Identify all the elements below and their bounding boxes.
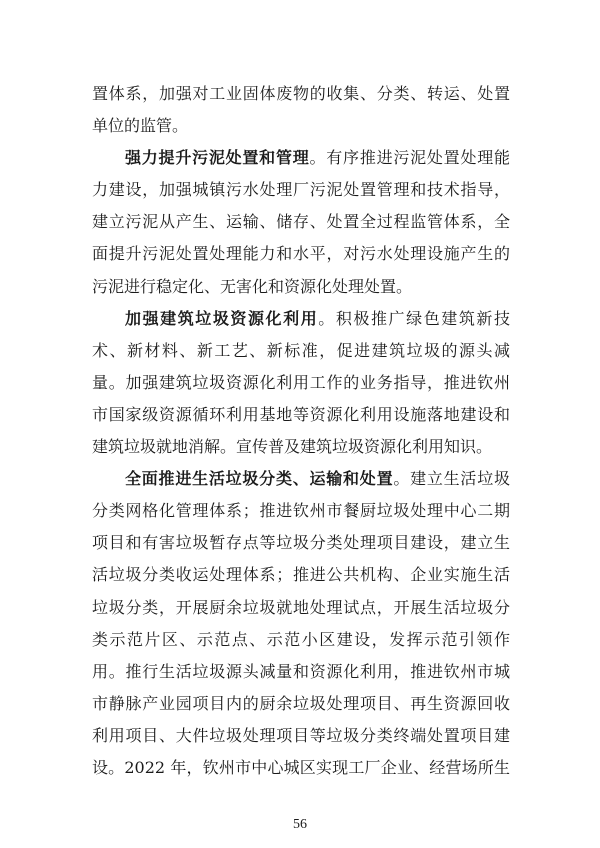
paragraph-heading: 全面推进生活垃圾分类、运输和处置 xyxy=(125,469,394,489)
paragraph-heading: 强力提升污泥处置和管理 xyxy=(125,148,310,168)
text-line xyxy=(92,303,510,335)
line-text: 设。2022 年，钦州市中心城区实现工厂企业、经营场所生 xyxy=(92,757,510,777)
text-line xyxy=(92,78,510,110)
text-line xyxy=(92,592,510,624)
paragraph xyxy=(92,303,510,463)
text-line xyxy=(92,495,510,527)
text-line xyxy=(92,463,510,495)
line-text: 力建设，加强城镇污水处理厂污泥处置管理和技术指导， xyxy=(92,180,510,200)
line-text: 。积极推广绿色建筑新技 xyxy=(318,308,510,328)
paragraph xyxy=(92,142,510,302)
line-text: 项目和有害垃圾暂存点等垃圾分类处理项目建设，建立生 xyxy=(92,533,510,553)
text-line xyxy=(92,238,510,270)
line-text: 用。推行生活垃圾源头减量和资源化利用，推进钦州市城 xyxy=(92,661,510,681)
line-text: 术、新材料、新工艺、新标准，促进建筑垃圾的源头减 xyxy=(92,340,510,360)
text-line xyxy=(92,656,510,688)
text-line xyxy=(92,624,510,656)
text-line xyxy=(92,367,510,399)
text-line xyxy=(92,399,510,431)
text-line xyxy=(92,206,510,238)
text-line xyxy=(92,271,510,303)
text-line xyxy=(92,110,510,142)
text-line xyxy=(92,720,510,752)
text-line xyxy=(92,688,510,720)
paragraph xyxy=(92,78,510,142)
text-line xyxy=(92,335,510,367)
line-text: 面提升污泥处置处理能力和水平，对污水处理设施产生的 xyxy=(92,244,510,264)
line-text: 。建立生活垃圾 xyxy=(393,469,510,489)
text-line xyxy=(92,174,510,206)
page-number: 56 xyxy=(293,817,307,832)
text-line xyxy=(92,431,510,463)
line-text: 类示范片区、示范点、示范小区建设，发挥示范引领作 xyxy=(92,629,510,649)
line-text: 建筑垃圾就地消解。宣传普及建筑垃圾资源化利用知识。 xyxy=(92,437,493,457)
line-text: 市静脉产业园项目内的厨余垃圾处理项目、再生资源回收 xyxy=(92,693,510,713)
line-text: 置体系，加强对工业固体废物的收集、分类、转运、处置 xyxy=(92,84,510,103)
line-text: 。有序推进污泥处置处理能 xyxy=(309,148,510,168)
text-line xyxy=(92,527,510,559)
line-text: 垃圾分类，开展厨余垃圾就地处理试点，开展生活垃圾分 xyxy=(92,597,510,617)
text-line xyxy=(92,142,510,174)
line-text: 市国家级资源循环利用基地等资源化利用设施落地建设和 xyxy=(92,404,510,424)
line-text: 单位的监管。 xyxy=(92,116,189,136)
line-text: 建立污泥从产生、运输、储存、处置全过程监管体系，全 xyxy=(92,212,510,232)
line-text: 分类网格化管理体系；推进钦州市餐厨垃圾处理中心二期 xyxy=(92,501,510,521)
text-line xyxy=(92,752,510,784)
line-text: 污泥进行稳定化、无害化和资源化处理处置。 xyxy=(92,276,413,296)
text-line xyxy=(92,559,510,591)
line-text: 利用项目、大件垃圾处理项目等垃圾分类终端处置项目建 xyxy=(92,725,510,745)
document-body xyxy=(92,78,510,784)
line-text: 量。加强建筑垃圾资源化利用工作的业务指导，推进钦州 xyxy=(92,372,510,392)
paragraph-heading: 加强建筑垃圾资源化利用 xyxy=(125,308,319,328)
paragraph xyxy=(92,463,510,784)
line-text: 活垃圾分类收运处理体系；推进公共机构、企业实施生活 xyxy=(92,565,510,585)
